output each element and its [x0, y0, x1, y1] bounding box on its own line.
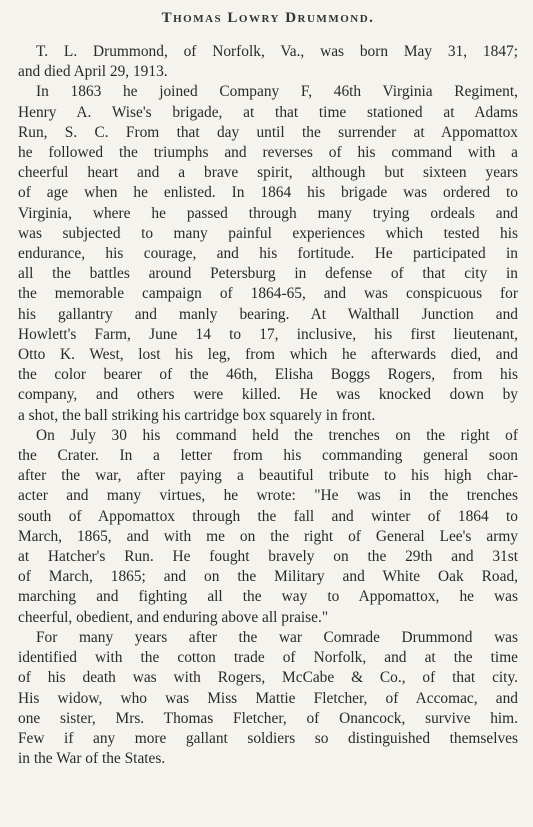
text-line: of March, 1865; and on the Military and White Oak Road, — [18, 568, 518, 586]
page — [18, 8, 518, 769]
text-line: Few if any more gallant soldiers so distinguished themselves — [18, 729, 518, 747]
text-line: of age when he enlisted. In 1864 his brigade was ordered to — [18, 184, 518, 202]
text-line: cheerful heart and a brave spirit, although but sixteen years — [18, 164, 518, 182]
text-line: identified with the cotton trade of Norfolk, and at the time — [18, 649, 518, 667]
text-line: In 1863 he joined Company F, 46th Virginia Regiment, — [36, 83, 518, 101]
text-line: south of Appomattox through the fall and winter of 1864 to — [18, 507, 518, 525]
text-line: cheerful, obedient, and enduring above all praise." — [18, 608, 329, 626]
text-line: His widow, who was Miss Mattie Fletcher, of Accomac, and — [18, 689, 518, 707]
text-line: one sister, Mrs. Thomas Fletcher, of Onancock, survive him. — [18, 709, 518, 727]
text-line: the Crater. In a letter from his commanding general soon — [18, 447, 518, 465]
text-line: endurance, his courage, and his fortitude. He participated in — [18, 245, 518, 263]
text-line: Run, S. C. From that day until the surrender at Appomattox — [18, 123, 518, 141]
text-line: Otto K. West, lost his leg, from which he afterwards died, and — [18, 346, 518, 364]
text-line: On July 30 his command held the trenches on the right of — [36, 426, 518, 444]
text-line: the color bearer of the 46th, Elisha Boggs Rogers, from his — [18, 366, 518, 384]
article-body — [18, 42, 518, 769]
text-line: For many years after the war Comrade Drummond was — [36, 628, 518, 646]
text-line: after the war, after paying a beautiful tribute to his high char- — [18, 467, 518, 485]
text-line: Howlett's Farm, June 14 to 17, inclusive, his first lieutenant, — [18, 325, 518, 343]
text-line: Virginia, where he passed through many trying ordeals and — [18, 204, 518, 222]
text-line: at Hatcher's Run. He fought bravely on the 29th and 31st — [18, 548, 518, 566]
text-line: was subjected to many painful experiences which tested his — [18, 224, 518, 242]
text-line: Henry A. Wise's brigade, at that time stationed at Adams — [18, 103, 518, 121]
page-title: Thomas Lowry Drummond. — [161, 10, 375, 26]
text-line: company, and others were killed. He was knocked down by — [18, 386, 518, 404]
text-line: he followed the triumphs and reverses of his command with a — [18, 144, 518, 162]
paragraph — [18, 82, 518, 425]
paragraph — [18, 426, 518, 628]
text-line: in the War of the States. — [18, 750, 166, 768]
text-line: March, 1865, and with me on the right of General Lee's army — [18, 527, 518, 545]
text-line: and died April 29, 1913. — [18, 63, 168, 81]
text-line: all the battles around Petersburg in defense of that city in — [18, 265, 518, 283]
text-line: acter and many virtues, he wrote: "He was in the trenches — [18, 487, 518, 505]
text-line: the memorable campaign of 1864-65, and was conspicuous for — [18, 285, 518, 303]
text-line: of his death was with Rogers, McCabe & Co., of that city. — [18, 669, 518, 687]
text-line: a shot, the ball striking his cartridge box squarely in front. — [18, 406, 376, 424]
text-line: marching and fighting all the way to Appomattox, he was — [18, 588, 518, 606]
text-line: T. L. Drummond, of Norfolk, Va., was born May 31, 1847; — [36, 43, 518, 60]
paragraph — [18, 628, 518, 769]
paragraph — [18, 42, 518, 82]
text-line: his gallantry and manly bearing. At Walthall Junction and — [18, 305, 518, 323]
